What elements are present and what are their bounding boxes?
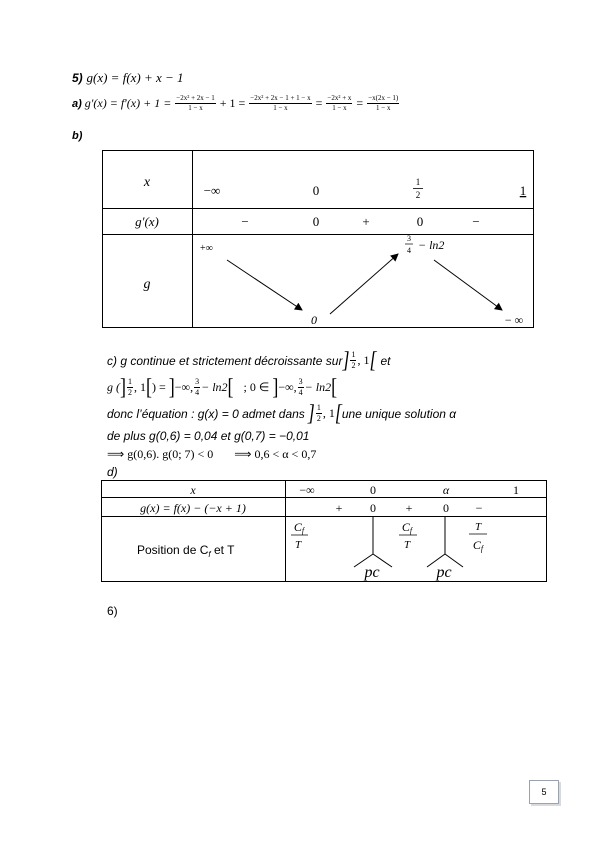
c-line-3-solution: une unique solution α [341, 406, 457, 421]
frac-2-num: −2x² + 2x − 1 + 1 − x [250, 94, 311, 102]
c-line-3-half [316, 404, 322, 423]
table1-g-right-value: − ∞ [504, 313, 524, 327]
table1-sign-4: 0 [416, 214, 424, 229]
c-line-1-half-num: 1 [351, 350, 356, 359]
table1-arrow-down-2 [434, 260, 502, 310]
c-line-2 [107, 373, 338, 400]
table1-g-max-rest: − ln2 [418, 238, 445, 252]
table2-cf-2 [402, 520, 414, 535]
table1-row-gprime-label: g′(x) [135, 214, 159, 229]
position-table [101, 480, 549, 584]
table2-row-pos-text: Position de C [137, 543, 209, 557]
table1-x-neg-inf: −∞ [203, 183, 221, 198]
table1-row-x-label: x [143, 175, 151, 190]
c-line-2-neg-inf: −∞, [174, 380, 194, 394]
c-line-3-open-bracket: ] [307, 399, 315, 426]
q5-definition: g(x) = f(x) + x − 1 [86, 70, 184, 85]
c-line-2-ln2-2: − ln2 [304, 380, 332, 394]
frac-3 [326, 95, 352, 112]
c-line-5-product: ⟹ g(0,6). g(0; 7) < 0 [107, 447, 214, 461]
c-line-2-three-quarters [194, 378, 200, 397]
table2-sign-1: + [335, 501, 343, 515]
page-number-box [529, 780, 559, 804]
table2-cf-3-c: C [472, 538, 481, 552]
c-line-2-neg-inf-2: −∞, [278, 380, 297, 394]
table2-sign-2: 0 [370, 501, 376, 515]
c-line-1-half [350, 351, 356, 370]
c-line-3 [107, 399, 457, 426]
c-line-3-text: donc l’équation : g(x) = 0 admet dans [107, 406, 305, 421]
frac-1-num: −2x² + 2x − 1 [176, 94, 215, 102]
table1-x-half-num: 1 [415, 177, 421, 187]
q5-heading [72, 70, 184, 86]
c-line-1 [107, 346, 391, 373]
table2-cf-1 [294, 520, 306, 535]
table2-t-3: T [474, 521, 482, 533]
table2-x-zero: 0 [370, 483, 376, 497]
table2-t-over-cf [469, 521, 487, 553]
frac-3-den: 1 − x [332, 104, 347, 112]
q5-d-label: d) [107, 465, 118, 479]
term-3: = [356, 96, 364, 110]
table2-t-2: T [403, 539, 411, 551]
table2-row-pos-rest: et T [210, 543, 235, 557]
c-line-4: de plus g(0,6) = 0,04 et g(0,7) = −0,01 [107, 429, 310, 443]
c-line-2-int-close: [ [227, 373, 234, 400]
table2-sign-5: − [475, 501, 483, 515]
c-line-2-zero-in: ; 0 ∈ [243, 380, 270, 394]
c-line-2-three-quarters-2 [298, 378, 304, 397]
frac-4-num: −x(2x − 1) [368, 94, 399, 102]
page-number: 5 [541, 787, 547, 797]
table2-row-pos-sub: f [208, 550, 211, 559]
table2-cf-over-t-1 [291, 520, 308, 551]
q5-a-label: a) [72, 97, 82, 110]
term-2: = [315, 96, 323, 110]
table1-arrow-down-1 [227, 260, 302, 310]
table2-pc-label-2: pc [436, 564, 452, 581]
table2-cf-3-sub: f [480, 544, 484, 553]
frac-1-den: 1 − x [188, 104, 203, 112]
frac-4 [367, 95, 399, 112]
c-line-2-int-open: ] [168, 373, 175, 400]
table2-cf-3 [473, 538, 485, 553]
table1-row-g-label: g [143, 277, 151, 292]
q6-label: 6) [107, 604, 118, 618]
table2-cf-1-c: C [293, 520, 302, 534]
c-line-2-ln2: − ln2 [201, 380, 228, 394]
table2-row-pos-label [137, 543, 235, 559]
table2-x-alpha: α [442, 483, 450, 497]
table2-x-one: 1 [513, 483, 519, 497]
frac-4-den: 1 − x [376, 104, 391, 112]
c-line-3-one: , 1 [322, 406, 335, 420]
table1-sign-1: − [241, 214, 249, 229]
table1-sign-5: − [472, 214, 480, 229]
table1-g-max-den-visible: 4 [407, 246, 411, 255]
c-line-2-3q2-num: 3 [298, 377, 303, 386]
term-1: + 1 = [219, 96, 246, 110]
table1-x-zero: 0 [312, 183, 320, 198]
c-line-1-text: c) g continue et strictement décroissante sur [107, 353, 343, 368]
c-line-5 [107, 447, 316, 462]
c-line-1-one: , 1 [357, 353, 370, 367]
table2-pc-label-1: pc [364, 564, 380, 581]
c-line-1-half-den: 2 [351, 361, 356, 370]
table2-pc-marker-2 [427, 516, 463, 567]
table1-arrow-up [330, 254, 398, 314]
q5-a-line [72, 95, 400, 112]
table2-sign-3: + [405, 501, 413, 515]
c-line-2-eq: ) = [152, 380, 166, 394]
c-line-1-open-bracket: ] [342, 346, 350, 373]
c-line-2-g: g ( [107, 380, 120, 394]
c-line-2-one: , 1 [134, 380, 146, 394]
table2-sign-4: 0 [443, 501, 449, 515]
c-line-3-close-bracket: [ [334, 399, 342, 426]
table2-row-x-label: x [190, 483, 196, 497]
c-line-2-half-den: 2 [128, 388, 132, 397]
c-line-1-close-bracket: [ [369, 346, 377, 373]
frac-2 [249, 95, 311, 112]
table1-sign-2: 0 [312, 214, 320, 229]
derivative-lhs: g′(x) = f′(x) + 1 = [84, 96, 172, 110]
variation-table-grid [103, 151, 534, 328]
frac-2-den: 1 − x [273, 104, 288, 112]
table2-cf-over-t-2 [399, 520, 417, 551]
variation-table [102, 150, 534, 330]
frac-3-num: −2x² + x [327, 94, 352, 102]
c-line-3-half-num: 1 [316, 403, 321, 412]
c-line-2-int2-open: ] [272, 373, 279, 400]
table2-pc-marker-1 [354, 516, 392, 567]
table1-g-min-value: 0 [311, 313, 317, 327]
table1-sign-3: + [362, 214, 370, 229]
c-line-2-3q-den: 4 [195, 388, 200, 397]
c-line-2-half [127, 378, 133, 397]
frac-1 [175, 95, 215, 112]
table2-t-1: T [294, 539, 302, 551]
table1-x-half-den: 2 [415, 190, 421, 200]
table2-cf-2-c: C [401, 520, 410, 534]
table2-cf-1-sub: f [301, 526, 305, 535]
table1-g-left-value: +∞ [200, 243, 213, 254]
c-line-2-int2-close: [ [331, 373, 338, 400]
c-line-2-close-bracket: [ [146, 373, 152, 400]
table1-g-max-num: 3 [407, 234, 411, 243]
c-line-2-open-bracket: ] [120, 373, 126, 400]
table1-x-one: 1 [519, 183, 527, 198]
c-line-5-conclusion: ⟹ 0,6 < α < 0,7 [234, 447, 317, 461]
c-line-2-half-num: 1 [128, 377, 132, 386]
c-line-1-et: et [380, 353, 391, 368]
c-line-2-3q-num: 3 [195, 377, 200, 386]
c-line-2-3q2-den: 4 [298, 388, 303, 397]
table2-row-expr-label: g(x) = f(x) − (−x + 1) [140, 501, 246, 515]
c-line-3-half-den: 2 [316, 414, 321, 423]
q5-number: 5) [72, 71, 83, 85]
table2-cf-2-sub: f [409, 526, 413, 535]
table2-x-neg-inf: −∞ [299, 483, 315, 497]
q5-b-label: b) [72, 130, 83, 142]
